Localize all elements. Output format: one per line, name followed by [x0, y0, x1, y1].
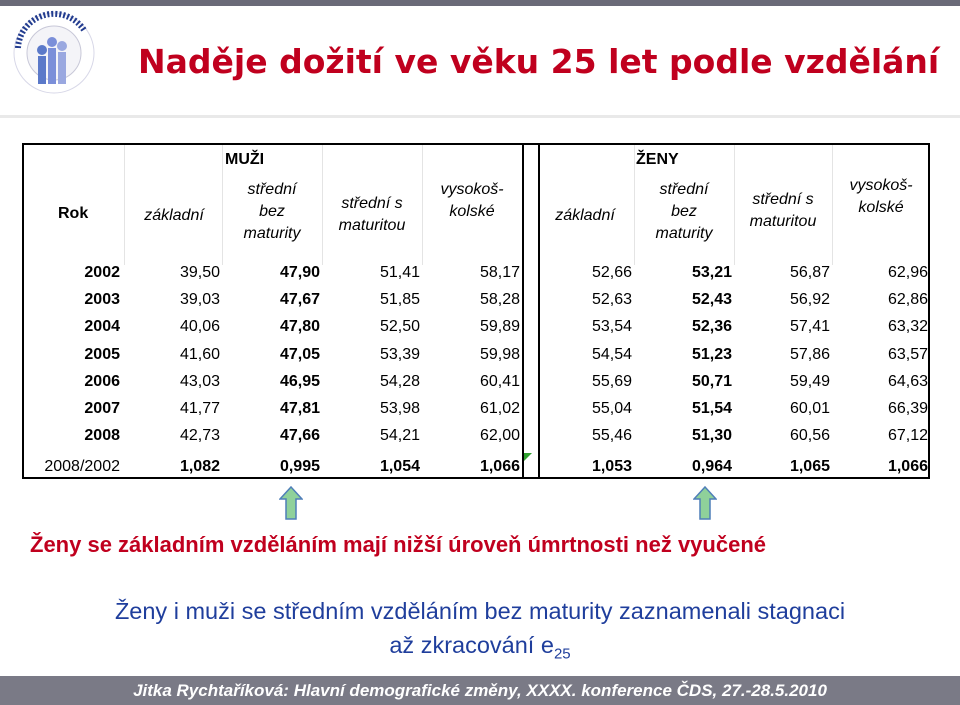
value-cell: 53,39	[379, 345, 420, 363]
value-cell: 66,39	[887, 400, 928, 417]
ratio-cell: 1,082	[179, 458, 220, 476]
value-cell: 63,57	[887, 345, 928, 363]
value-cell: 64,63	[887, 372, 928, 390]
value-cell: 53,21	[691, 264, 732, 281]
message-stagnation-line1: Ženy i muži se středním vzděláním bez maturity zaznamenali stagnaci	[114, 598, 846, 624]
value-cell: 47,90	[279, 264, 320, 281]
value-cell: 53,54	[591, 318, 632, 336]
grid-line	[222, 145, 223, 265]
ratio-cell: 1,066	[479, 458, 520, 476]
value-cell: 53,98	[379, 400, 420, 417]
value-cell: 41,60	[179, 345, 220, 363]
value-cell: 41,77	[179, 400, 220, 417]
group-header-women: ŽENY	[636, 151, 679, 168]
ratio-cell: 0,995	[279, 458, 320, 476]
value-cell: 62,96	[887, 264, 928, 281]
value-cell: 54,28	[379, 372, 420, 390]
year-cell: 2008	[84, 427, 120, 445]
value-cell: 47,05	[279, 345, 320, 363]
value-cell: 56,92	[789, 291, 830, 309]
value-cell: 47,66	[279, 427, 320, 445]
department-logo	[4, 8, 104, 94]
value-cell: 40,06	[179, 318, 220, 336]
value-cell: 52,63	[591, 291, 632, 309]
value-cell: 46,95	[279, 372, 320, 390]
message-stagnation-subscript: 25	[553, 645, 571, 663]
value-cell: 52,50	[379, 318, 420, 336]
value-cell: 62,00	[479, 427, 520, 445]
value-cell: 59,98	[479, 345, 520, 363]
year-cell: 2006	[84, 372, 120, 390]
value-cell: 55,04	[591, 400, 632, 417]
grid-line	[734, 145, 735, 265]
ratio-cell: 1,054	[379, 458, 420, 476]
value-cell: 59,89	[479, 318, 520, 336]
value-cell: 67,12	[887, 427, 928, 445]
value-cell: 39,50	[179, 264, 220, 281]
value-cell: 42,73	[179, 427, 220, 445]
year-cell: 2002	[84, 264, 120, 281]
value-cell: 43,03	[179, 372, 220, 390]
up-arrow-icon	[279, 486, 303, 520]
message-women-basic-education: Ženy se základním vzděláním mají nižší úroveň úmrtnosti než vyučené	[30, 532, 767, 557]
column-header-year: Rok	[58, 205, 89, 222]
value-cell: 52,36	[691, 318, 732, 336]
value-cell: 61,02	[479, 400, 520, 417]
value-cell: 55,46	[591, 427, 632, 445]
message-stagnation-line2	[0, 628, 960, 672]
grid-line	[832, 145, 833, 265]
column-header-men-secondary-no-maturity: střední bez maturity	[243, 181, 301, 242]
grid-line	[422, 145, 423, 265]
year-cell: 2004	[84, 318, 120, 336]
value-cell: 51,30	[691, 427, 732, 445]
value-cell: 39,03	[179, 291, 220, 309]
value-cell: 55,69	[591, 372, 632, 390]
column-header-women-university: vysokoš- kolské	[849, 177, 913, 216]
value-cell: 62,86	[887, 291, 928, 309]
value-cell: 56,87	[789, 264, 830, 281]
value-cell: 60,56	[789, 427, 830, 445]
value-cell: 60,01	[789, 400, 830, 417]
column-header-women-secondary-maturity: střední s maturitou	[749, 191, 817, 230]
value-cell: 47,81	[279, 400, 320, 417]
value-cell: 57,41	[789, 318, 830, 336]
group-header-men: MUŽI	[225, 151, 265, 168]
message-stagnation	[0, 594, 960, 672]
footer-text: Jitka Rychtaříková: Hlavní demografické změny, XXXX. konference ČDS, 27.-28.5.2010	[133, 681, 827, 700]
value-cell: 51,54	[691, 400, 732, 417]
value-cell: 63,32	[887, 318, 928, 336]
ratio-cell: 0,964	[691, 458, 732, 476]
cell-marker	[524, 453, 532, 461]
value-cell: 59,49	[789, 372, 830, 390]
title-divider	[0, 115, 960, 118]
grid-line	[634, 145, 635, 265]
value-cell: 52,43	[691, 291, 732, 309]
value-cell: 47,80	[279, 318, 320, 336]
message-stagnation-text: až zkracování e	[389, 632, 554, 658]
year-cell: 2005	[84, 345, 120, 363]
ratio-cell: 1,065	[789, 458, 830, 476]
value-cell: 47,67	[279, 291, 320, 309]
column-header-men-secondary-maturity: střední s maturitou	[338, 195, 406, 234]
ratio-cell: 1,066	[887, 458, 928, 476]
column-header-women-secondary-no-maturity: střední bez maturity	[655, 181, 713, 242]
value-cell: 51,85	[379, 291, 420, 309]
ratio-cell: 1,053	[591, 458, 632, 476]
grid-line	[322, 145, 323, 265]
ratio-label: 2008/2002	[44, 458, 120, 476]
value-cell: 57,86	[789, 345, 830, 363]
life-expectancy-table	[22, 143, 930, 479]
value-cell: 50,71	[691, 372, 732, 390]
column-header-women-basic: základní	[555, 207, 615, 224]
grid-line	[124, 145, 125, 265]
up-arrow-icon	[693, 486, 717, 520]
value-cell: 54,54	[591, 345, 632, 363]
footer-bar	[0, 676, 960, 705]
value-cell: 54,21	[379, 427, 420, 445]
column-header-men-university: vysokoš- kolské	[440, 181, 504, 220]
year-cell: 2007	[84, 400, 120, 417]
year-cell: 2003	[84, 291, 120, 309]
value-cell: 60,41	[479, 372, 520, 390]
value-cell: 58,28	[479, 291, 520, 309]
top-bar	[0, 0, 960, 6]
column-header-men-basic: základní	[144, 207, 204, 224]
value-cell: 51,41	[379, 264, 420, 281]
value-cell: 52,66	[591, 264, 632, 281]
value-cell: 51,23	[691, 345, 732, 363]
value-cell: 58,17	[479, 264, 520, 281]
page-title: Naděje dožití ve věku 25 let podle vzdělání	[138, 42, 940, 81]
